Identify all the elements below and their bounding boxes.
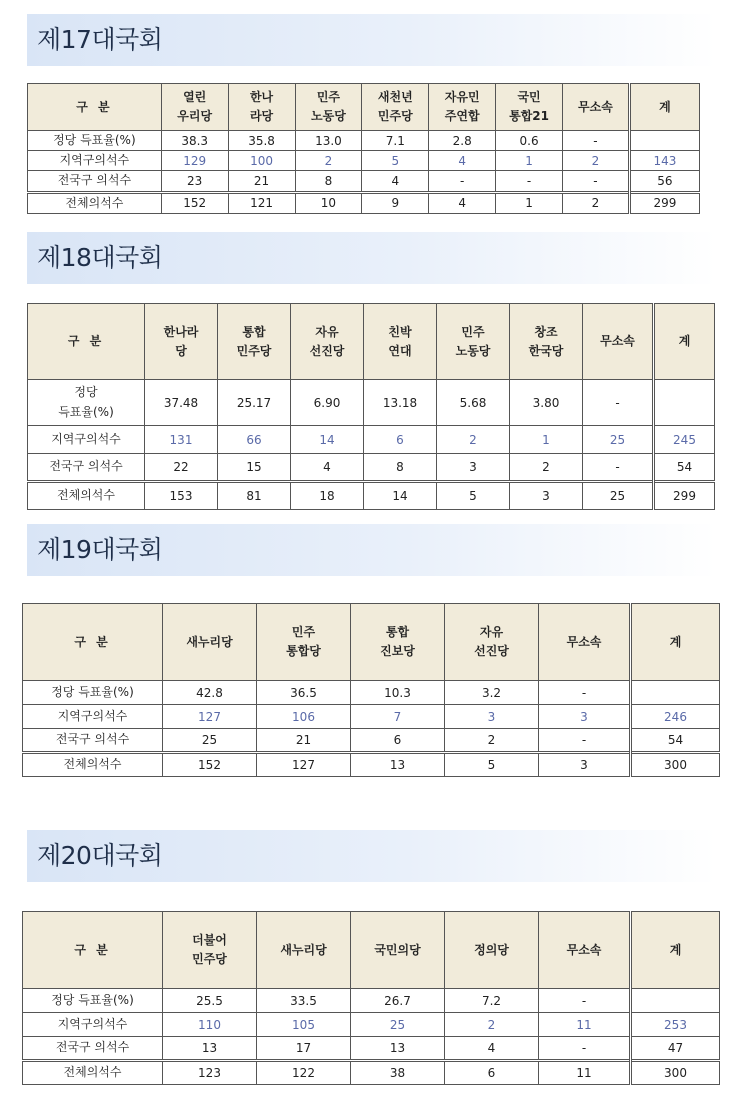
value-cell: - [583, 380, 654, 426]
total-cell: 246 [631, 705, 720, 729]
table-row [23, 729, 720, 753]
row-label: 지역구의석수 [23, 1013, 163, 1037]
row-label: 지역구의석수 [23, 705, 163, 729]
party-header-cell: 자유 선진당 [445, 604, 539, 681]
header-total-cell: 계 [654, 304, 715, 380]
table-row [23, 1061, 720, 1085]
party-header-cell: 무소속 [583, 304, 654, 380]
row-label: 전체의석수 [23, 1061, 163, 1085]
value-cell: 10 [295, 192, 362, 213]
table-row [28, 482, 715, 510]
value-cell: 81 [218, 482, 291, 510]
value-cell: - [539, 729, 631, 753]
header-row [23, 604, 720, 681]
total-cell: 143 [629, 151, 699, 171]
total-cell: 245 [654, 426, 715, 454]
seat-table-20 [22, 911, 720, 1085]
table-row [28, 426, 715, 454]
value-cell: 1 [496, 151, 563, 171]
value-cell: 11 [539, 1013, 631, 1037]
value-cell: 7.1 [362, 131, 429, 151]
value-cell: 11 [539, 1061, 631, 1085]
value-cell: 14 [364, 482, 437, 510]
value-cell: 13 [351, 1037, 445, 1061]
value-cell: 5.68 [437, 380, 510, 426]
value-cell: - [539, 681, 631, 705]
value-cell: 3 [510, 482, 583, 510]
total-cell: 300 [631, 1061, 720, 1085]
table-row [28, 380, 715, 426]
row-label: 전체의석수 [28, 192, 162, 213]
value-cell: 23 [161, 171, 228, 192]
value-cell: 10.3 [351, 681, 445, 705]
header-total-cell: 계 [629, 84, 699, 131]
header-total-cell: 계 [631, 912, 720, 989]
total-cell [654, 380, 715, 426]
value-cell: 2 [563, 151, 630, 171]
section-title: 제19대국회 [37, 535, 163, 564]
value-cell: 8 [364, 454, 437, 482]
value-cell: 2 [510, 454, 583, 482]
row-label: 지역구의석수 [28, 426, 145, 454]
value-cell: - [539, 1037, 631, 1061]
value-cell: 129 [161, 151, 228, 171]
value-cell: 152 [161, 192, 228, 213]
value-cell: 5 [445, 753, 539, 777]
row-label: 전체의석수 [28, 482, 145, 510]
value-cell: 3 [539, 753, 631, 777]
total-cell [631, 989, 720, 1013]
value-cell: 21 [228, 171, 295, 192]
value-cell: 13 [351, 753, 445, 777]
value-cell: 7.2 [445, 989, 539, 1013]
value-cell: 26.7 [351, 989, 445, 1013]
section-17-heading [27, 14, 717, 66]
value-cell: 5 [437, 482, 510, 510]
value-cell: 37.48 [145, 380, 218, 426]
value-cell: 13 [163, 1037, 257, 1061]
party-header-cell: 무소속 [539, 912, 631, 989]
value-cell: - [496, 171, 563, 192]
value-cell: 8 [295, 171, 362, 192]
value-cell: 2 [563, 192, 630, 213]
value-cell: 6.90 [291, 380, 364, 426]
party-header-cell: 새천년 민주당 [362, 84, 429, 131]
seat-table-19 [22, 603, 720, 777]
value-cell: 25 [583, 426, 654, 454]
section-title: 제20대국회 [37, 841, 163, 870]
table-row [23, 753, 720, 777]
header-label-cell: 구 분 [23, 912, 163, 989]
total-cell: 299 [654, 482, 715, 510]
value-cell: 153 [145, 482, 218, 510]
party-header-cell: 새누리당 [163, 604, 257, 681]
section-19-heading [27, 524, 717, 576]
value-cell: 4 [429, 151, 496, 171]
total-cell: 54 [654, 454, 715, 482]
value-cell: - [429, 171, 496, 192]
section-title: 제17대국회 [37, 25, 163, 54]
value-cell: 5 [362, 151, 429, 171]
value-cell: 2 [437, 426, 510, 454]
row-label: 전체의석수 [23, 753, 163, 777]
row-label: 정당 득표율(%) [28, 380, 145, 426]
seat-table-18 [27, 303, 715, 510]
value-cell: 35.8 [228, 131, 295, 151]
total-cell: 54 [631, 729, 720, 753]
value-cell: - [563, 131, 630, 151]
party-header-cell: 한나라 당 [145, 304, 218, 380]
value-cell: 1 [510, 426, 583, 454]
value-cell: - [563, 171, 630, 192]
party-header-cell: 한나 라당 [228, 84, 295, 131]
row-label: 지역구의석수 [28, 151, 162, 171]
value-cell: 127 [257, 753, 351, 777]
value-cell: 3.2 [445, 681, 539, 705]
value-cell: 25.5 [163, 989, 257, 1013]
row-label: 정당 득표율(%) [23, 989, 163, 1013]
value-cell: 36.5 [257, 681, 351, 705]
header-row [28, 84, 700, 131]
value-cell: 105 [257, 1013, 351, 1037]
row-label: 전국구 의석수 [23, 1037, 163, 1061]
value-cell: 123 [163, 1061, 257, 1085]
value-cell: 33.5 [257, 989, 351, 1013]
party-header-cell: 정의당 [445, 912, 539, 989]
value-cell: 6 [364, 426, 437, 454]
value-cell: 4 [445, 1037, 539, 1061]
header-total-cell: 계 [631, 604, 720, 681]
value-cell: 66 [218, 426, 291, 454]
value-cell: - [583, 454, 654, 482]
table-row [23, 705, 720, 729]
value-cell: 2 [445, 1013, 539, 1037]
value-cell: 13.0 [295, 131, 362, 151]
value-cell: 2 [295, 151, 362, 171]
party-header-cell: 새누리당 [257, 912, 351, 989]
total-cell: 47 [631, 1037, 720, 1061]
value-cell: 25 [163, 729, 257, 753]
party-header-cell: 민주 노동당 [295, 84, 362, 131]
party-header-cell: 자유 선진당 [291, 304, 364, 380]
value-cell: 25 [351, 1013, 445, 1037]
value-cell: 25.17 [218, 380, 291, 426]
value-cell: 38 [351, 1061, 445, 1085]
value-cell: 110 [163, 1013, 257, 1037]
total-cell [631, 681, 720, 705]
party-header-cell: 민주 노동당 [437, 304, 510, 380]
total-cell: 56 [629, 171, 699, 192]
value-cell: 25 [583, 482, 654, 510]
table-row [23, 681, 720, 705]
value-cell: 38.3 [161, 131, 228, 151]
value-cell: 0.6 [496, 131, 563, 151]
party-header-cell: 무소속 [539, 604, 631, 681]
value-cell: 6 [351, 729, 445, 753]
table-row [23, 1013, 720, 1037]
party-header-cell: 창조 한국당 [510, 304, 583, 380]
value-cell: 42.8 [163, 681, 257, 705]
row-label: 전국구 의석수 [28, 171, 162, 192]
party-header-cell: 통합 진보당 [351, 604, 445, 681]
party-header-cell: 국민의당 [351, 912, 445, 989]
value-cell: 100 [228, 151, 295, 171]
table-row [28, 131, 700, 151]
value-cell: 122 [257, 1061, 351, 1085]
party-header-cell: 더불어 민주당 [163, 912, 257, 989]
value-cell: 6 [445, 1061, 539, 1085]
value-cell: 14 [291, 426, 364, 454]
value-cell: 9 [362, 192, 429, 213]
party-header-cell: 국민 통합21 [496, 84, 563, 131]
party-header-cell: 열린 우리당 [161, 84, 228, 131]
value-cell: 1 [496, 192, 563, 213]
table-row [28, 192, 700, 213]
value-cell: 131 [145, 426, 218, 454]
value-cell: 17 [257, 1037, 351, 1061]
value-cell: 2 [445, 729, 539, 753]
value-cell: 4 [291, 454, 364, 482]
value-cell: 152 [163, 753, 257, 777]
seat-table-17 [27, 83, 700, 214]
party-header-cell: 통합 민주당 [218, 304, 291, 380]
value-cell: 3 [539, 705, 631, 729]
header-label-cell: 구 분 [28, 304, 145, 380]
value-cell: 15 [218, 454, 291, 482]
section-20-heading [27, 830, 717, 882]
party-header-cell: 무소속 [563, 84, 630, 131]
header-label-cell: 구 분 [28, 84, 162, 131]
value-cell: 127 [163, 705, 257, 729]
section-title: 제18대국회 [37, 243, 163, 272]
value-cell: 121 [228, 192, 295, 213]
value-cell: 4 [429, 192, 496, 213]
table-row [23, 1037, 720, 1061]
value-cell: 13.18 [364, 380, 437, 426]
value-cell: 4 [362, 171, 429, 192]
party-header-cell: 친박 연대 [364, 304, 437, 380]
value-cell: 106 [257, 705, 351, 729]
header-row [23, 912, 720, 989]
row-label: 전국구 의석수 [23, 729, 163, 753]
value-cell: 22 [145, 454, 218, 482]
total-cell: 300 [631, 753, 720, 777]
table-row [28, 454, 715, 482]
total-cell: 299 [629, 192, 699, 213]
value-cell: 2.8 [429, 131, 496, 151]
total-cell [629, 131, 699, 151]
party-header-cell: 민주 통합당 [257, 604, 351, 681]
row-label: 전국구 의석수 [28, 454, 145, 482]
value-cell: 7 [351, 705, 445, 729]
value-cell: 3 [445, 705, 539, 729]
row-label: 정당 득표율(%) [23, 681, 163, 705]
value-cell: 3.80 [510, 380, 583, 426]
value-cell: 3 [437, 454, 510, 482]
section-18-heading [27, 232, 717, 284]
header-row [28, 304, 715, 380]
value-cell: 21 [257, 729, 351, 753]
row-label: 정당 득표율(%) [28, 131, 162, 151]
value-cell: 18 [291, 482, 364, 510]
value-cell: - [539, 989, 631, 1013]
total-cell: 253 [631, 1013, 720, 1037]
header-label-cell: 구 분 [23, 604, 163, 681]
table-row [28, 151, 700, 171]
party-header-cell: 자유민 주연합 [429, 84, 496, 131]
table-row [23, 989, 720, 1013]
table-row [28, 171, 700, 192]
